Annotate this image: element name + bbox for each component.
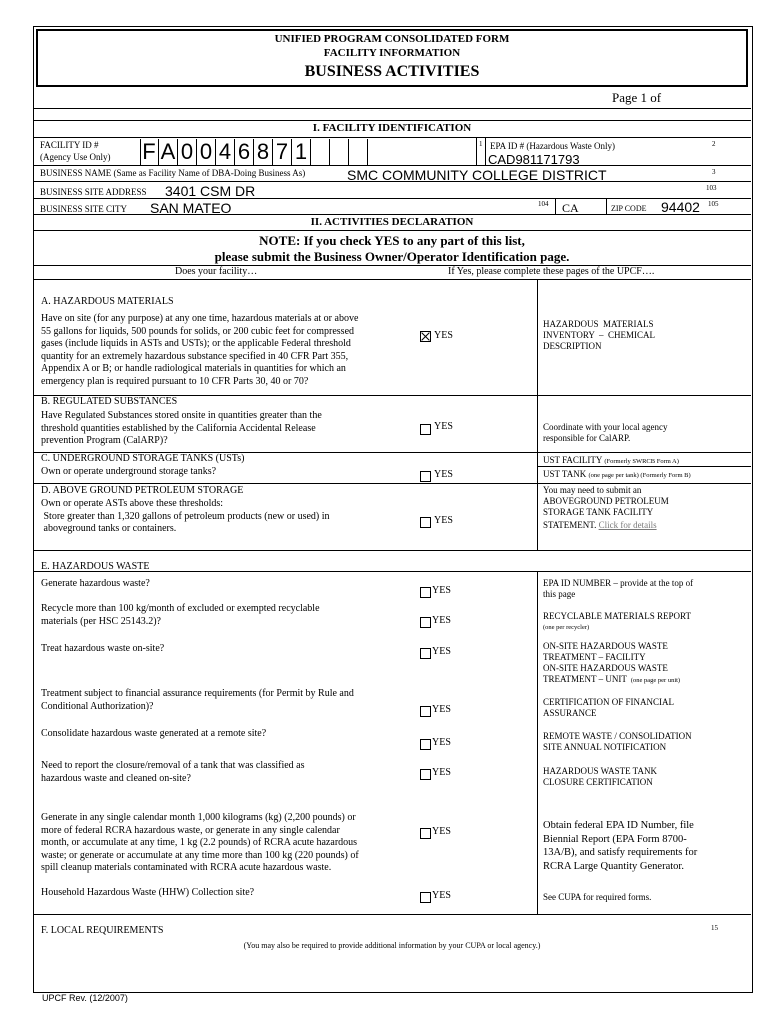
section-activities-declaration-title: II. ACTIVITIES DECLARATION xyxy=(310,216,474,228)
form-line: TREATMENT – UNIT (one page per unit) xyxy=(543,674,681,684)
ust-tank-form: UST TANK xyxy=(543,469,587,479)
question-line: Treatment subject to financial assurance requirements (for Permit by Rule and xyxy=(41,688,354,699)
field-number-2: 2 xyxy=(712,140,716,148)
above-ground-petroleum-storage-forms xyxy=(543,485,669,518)
form-line: STORAGE TANK FACILITY xyxy=(543,507,654,517)
above-ground-petroleum-storage-title: D. ABOVE GROUND PETROLEUM STORAGE xyxy=(41,485,244,496)
facility-id-char-box[interactable]: 0 xyxy=(197,139,216,165)
question-line: prevention Program (CalARP)? xyxy=(41,435,168,446)
question-line: materials (per HSC 25143.2)? xyxy=(41,615,161,627)
form-line: this page xyxy=(543,589,576,599)
question-line: more of federal RCRA hazardous waste, or generate in any single calendar xyxy=(41,824,340,836)
regulated-substances-title: B. REGULATED SUBSTANCES xyxy=(41,396,178,407)
local-requirements-title: F. LOCAL REQUIREMENTS xyxy=(41,925,164,936)
hazardous-waste-question xyxy=(41,688,354,713)
form-line: SITE ANNUAL NOTIFICATION xyxy=(543,742,667,752)
hazardous-waste-yes-checkbox[interactable] xyxy=(420,739,431,750)
facility-id-char-box[interactable]: F xyxy=(140,139,159,165)
underground-storage-tanks-yes-checkbox[interactable] xyxy=(420,471,431,482)
question-line: emergency plan is required pursuant to 10 CFR Parts 30, 40 or 70? xyxy=(41,375,309,387)
hazardous-waste-yes-label: YES xyxy=(432,767,451,778)
field-number-1: 1 xyxy=(479,140,483,148)
hazardous-waste-question xyxy=(41,812,359,875)
form-note: (one per recycler) xyxy=(543,624,590,631)
business-city-value[interactable]: SAN MATEO xyxy=(150,200,232,216)
hazardous-waste-yes-checkbox[interactable] xyxy=(420,892,431,903)
form-line: DESCRIPTION xyxy=(543,341,602,351)
hazardous-waste-yes-checkbox[interactable] xyxy=(420,706,431,717)
question-line: Consolidate hazardous waste generated at a remote site? xyxy=(41,728,267,739)
above-ground-petroleum-storage-yes-label: YES xyxy=(434,515,453,526)
section-facility-identification-title: I. FACILITY IDENTIFICATION xyxy=(312,122,472,134)
form-line: Coordinate with your local agency xyxy=(543,422,668,432)
underground-storage-tanks-yes-label: YES xyxy=(434,469,453,480)
hazardous-materials-yes-label: YES xyxy=(434,330,453,341)
hazardous-waste-question xyxy=(41,728,266,741)
epa-id-value[interactable]: CAD981171793 xyxy=(488,152,580,167)
hazardous-waste-forms xyxy=(543,697,674,719)
business-address-value[interactable]: 3401 CSM DR xyxy=(165,183,256,199)
ust-facility-form: UST FACILITY xyxy=(543,455,603,465)
epa-id-label: EPA ID # (Hazardous Waste Only) xyxy=(490,141,616,151)
hazardous-waste-forms xyxy=(543,731,692,753)
question-line: Need to report the closure/removal of a tank that was classified as xyxy=(41,760,305,771)
hazardous-waste-forms xyxy=(543,766,657,788)
form-line: responsible for CalARP. xyxy=(543,433,631,443)
hazardous-waste-forms xyxy=(543,819,697,873)
question-line: Own or operate ASTs above these thresholds: xyxy=(41,498,224,509)
page-number: Page 1 of xyxy=(612,90,662,105)
business-state-value[interactable]: CA xyxy=(562,201,579,215)
header-line1: UNIFIED PROGRAM CONSOLIDATED FORM xyxy=(274,33,510,45)
form-line: Biennial Report (EPA Form 8700- xyxy=(543,833,687,845)
note-line1: NOTE: If you check YES to any part of this list, xyxy=(259,233,525,248)
regulated-substances-yes-checkbox[interactable] xyxy=(420,424,431,435)
hazardous-waste-forms xyxy=(543,892,651,903)
question-line: spill cleanup materials contaminated with RCRA acute hazardous waste. xyxy=(41,862,332,873)
question-line: Generate hazardous waste? xyxy=(41,578,150,589)
form-line: You may need to submit an xyxy=(543,485,642,495)
facility-id-char-box[interactable] xyxy=(349,139,368,165)
ast-statement-label: STATEMENT. xyxy=(543,520,597,530)
question-line: month, or accumulate at any time, 1 kg (2.2 pounds) of RCRA acute hazardous xyxy=(41,837,358,848)
ast-details-link[interactable]: Click for details xyxy=(598,520,657,530)
facility-id-char-box[interactable]: 0 xyxy=(178,139,197,165)
field-number-103: 103 xyxy=(706,184,717,192)
zip-code-label: ZIP CODE xyxy=(611,204,647,213)
business-name-value[interactable]: SMC COMMUNITY COLLEGE DISTRICT xyxy=(347,167,607,183)
form-line: HAZARDOUS WASTE TANK xyxy=(543,766,657,776)
form-line: RECYCLABLE MATERIALS REPORT xyxy=(543,611,691,621)
header-line2: FACILITY INFORMATION xyxy=(323,47,461,59)
hazardous-waste-yes-label: YES xyxy=(432,826,451,837)
hazardous-waste-forms xyxy=(543,578,693,600)
form-revision: UPCF Rev. (12/2007) xyxy=(42,993,128,1003)
form-line: CERTIFICATION OF FINANCIAL xyxy=(543,697,674,707)
question-line: quantity for an extremely hazardous substance specified in 40 CFR Part 355, xyxy=(41,350,349,362)
question-line: Store greater than 1,320 gallons of petroleum products (new or used) in xyxy=(41,510,330,522)
underground-storage-tanks-question: Own or operate underground storage tanks? xyxy=(41,466,217,477)
hazardous-waste-yes-checkbox[interactable] xyxy=(420,617,431,628)
column-header-left: Does your facility… xyxy=(175,266,258,277)
hazardous-waste-forms xyxy=(543,641,680,686)
question-line: waste; or generate or accumulate at any time more than 100 kg (220 pounds) of xyxy=(41,849,359,861)
hazardous-waste-yes-label: YES xyxy=(432,585,451,596)
hazardous-waste-yes-label: YES xyxy=(432,615,451,626)
business-name-label: BUSINESS NAME (Same as Facility Name of DBA-Doing Business As) xyxy=(40,168,306,178)
hazardous-waste-yes-label: YES xyxy=(432,737,451,748)
ust-tank-form-note: (one page per tank) (Formerly Form B) xyxy=(588,472,691,479)
facility-id-char-box[interactable]: 7 xyxy=(273,139,292,165)
facility-id-char-box[interactable]: 6 xyxy=(235,139,254,165)
ust-facility-form-note: (Formerly SWRCB Form A) xyxy=(604,458,679,465)
form-line: RCRA Large Quantity Generator. xyxy=(543,860,684,872)
hazardous-waste-question xyxy=(41,887,254,900)
hazardous-waste-yes-label: YES xyxy=(432,890,451,901)
question-line: Household Hazardous Waste (HHW) Collection site? xyxy=(41,887,255,898)
field-number-3: 3 xyxy=(712,168,716,176)
hazardous-waste-yes-checkbox[interactable] xyxy=(420,587,431,598)
facility-id-sublabel: (Agency Use Only) xyxy=(40,152,111,162)
zip-code-value[interactable]: 94402 xyxy=(661,199,700,215)
hazardous-waste-yes-label: YES xyxy=(432,646,451,657)
field-number-104: 104 xyxy=(538,200,549,208)
form-line: ON-SITE HAZARDOUS WASTE xyxy=(543,663,668,673)
above-ground-petroleum-storage-question xyxy=(41,498,330,536)
hazardous-materials-question xyxy=(41,313,358,388)
hazardous-materials-yes-checkbox[interactable] xyxy=(420,331,431,342)
question-line: Have on site (for any purpose) at any one time, hazardous materials at or above xyxy=(41,313,359,324)
question-line: Recycle more than 100 kg/month of excluded or exempted recyclable xyxy=(41,603,320,614)
question-line: aboveground tanks or containers. xyxy=(41,523,177,534)
above-ground-petroleum-storage-yes-checkbox[interactable] xyxy=(420,517,431,528)
form-line: ON-SITE HAZARDOUS WASTE xyxy=(543,641,668,651)
form-line: REMOTE WASTE / CONSOLIDATION xyxy=(543,731,692,741)
facility-id-char-box[interactable]: A xyxy=(159,139,178,165)
regulated-substances-question xyxy=(41,410,322,448)
hazardous-waste-question xyxy=(41,578,150,591)
hazardous-waste-yes-checkbox[interactable] xyxy=(420,648,431,659)
underground-storage-tanks-title: C. UNDERGROUND STORAGE TANKS (USTs) xyxy=(41,453,245,464)
question-line: threshold quantities established by the California Accidental Release xyxy=(41,422,316,434)
regulated-substances-forms xyxy=(543,422,667,444)
note-line2: please submit the Business Owner/Operator Identification page. xyxy=(214,249,570,264)
question-line: 55 gallons for liquids, 500 pounds for solids, or 200 cubic feet for compressed xyxy=(41,325,355,337)
question-line: Treat hazardous waste on-site? xyxy=(41,643,165,654)
form-line: See CUPA for required forms. xyxy=(543,892,652,902)
form-note: (one page per unit) xyxy=(630,677,681,684)
hazardous-waste-forms xyxy=(543,611,691,633)
hazardous-waste-question xyxy=(41,760,305,785)
form-line: Obtain federal EPA ID Number, file xyxy=(543,820,694,831)
hazardous-waste-yes-label: YES xyxy=(432,704,451,715)
form-line: TREATMENT – FACILITY xyxy=(543,652,646,662)
facility-id-label: FACILITY ID # xyxy=(40,140,99,150)
hazardous-waste-yes-checkbox[interactable] xyxy=(420,828,431,839)
hazardous-materials-title: A. HAZARDOUS MATERIALS xyxy=(41,296,174,307)
page-title: BUSINESS ACTIVITIES xyxy=(304,63,480,80)
hazardous-materials-forms xyxy=(543,319,655,352)
facility-id-char-box[interactable]: 1 xyxy=(292,139,311,165)
form-line: INVENTORY – CHEMICAL xyxy=(543,330,655,340)
hazardous-waste-title: E. HAZARDOUS WASTE xyxy=(41,561,150,572)
business-city-label: BUSINESS SITE CITY xyxy=(40,204,128,214)
facility-id-char-box[interactable]: 4 xyxy=(216,139,235,165)
question-line: Have Regulated Substances stored onsite in quantities greater than the xyxy=(41,410,322,421)
regulated-substances-yes-label: YES xyxy=(434,421,453,432)
hazardous-waste-question xyxy=(41,603,320,628)
question-line: Conditional Authorization)? xyxy=(41,700,154,712)
form-line: ASSURANCE xyxy=(543,708,597,718)
hazardous-waste-question xyxy=(41,643,164,656)
field-number-105: 105 xyxy=(708,200,719,208)
facility-id-char-box[interactable] xyxy=(311,139,330,165)
question-line: Generate in any single calendar month 1,000 kilograms (kg) (2,200 pounds) or xyxy=(41,812,356,823)
field-number-15: 15 xyxy=(711,924,718,932)
business-address-label: BUSINESS SITE ADDRESS xyxy=(40,187,147,197)
facility-id-char-box[interactable] xyxy=(330,139,349,165)
form-line: HAZARDOUS MATERIALS xyxy=(543,319,654,329)
facility-id-char-box[interactable]: 8 xyxy=(254,139,273,165)
form-line: EPA ID NUMBER – provide at the top of xyxy=(543,578,694,588)
form-line: 13A/B), and satisfy requirements for xyxy=(543,847,698,858)
hazardous-waste-yes-checkbox[interactable] xyxy=(420,769,431,780)
question-line: hazardous waste and cleaned on-site? xyxy=(41,772,191,784)
column-header-right: If Yes, please complete these pages of the UPCF…. xyxy=(448,266,655,277)
form-line: CLOSURE CERTIFICATION xyxy=(543,777,653,787)
form-line: ABOVEGROUND PETROLEUM xyxy=(543,496,669,506)
local-requirements-note: (You may also be required to provide additional information by your CUPA or local agency.) xyxy=(243,941,541,950)
question-line: gases (include liquids in ASTs and USTs); or the applicable Federal threshold xyxy=(41,338,351,349)
question-line: Appendix A or B; or handle radiological materials in quantities for which an xyxy=(41,363,346,374)
